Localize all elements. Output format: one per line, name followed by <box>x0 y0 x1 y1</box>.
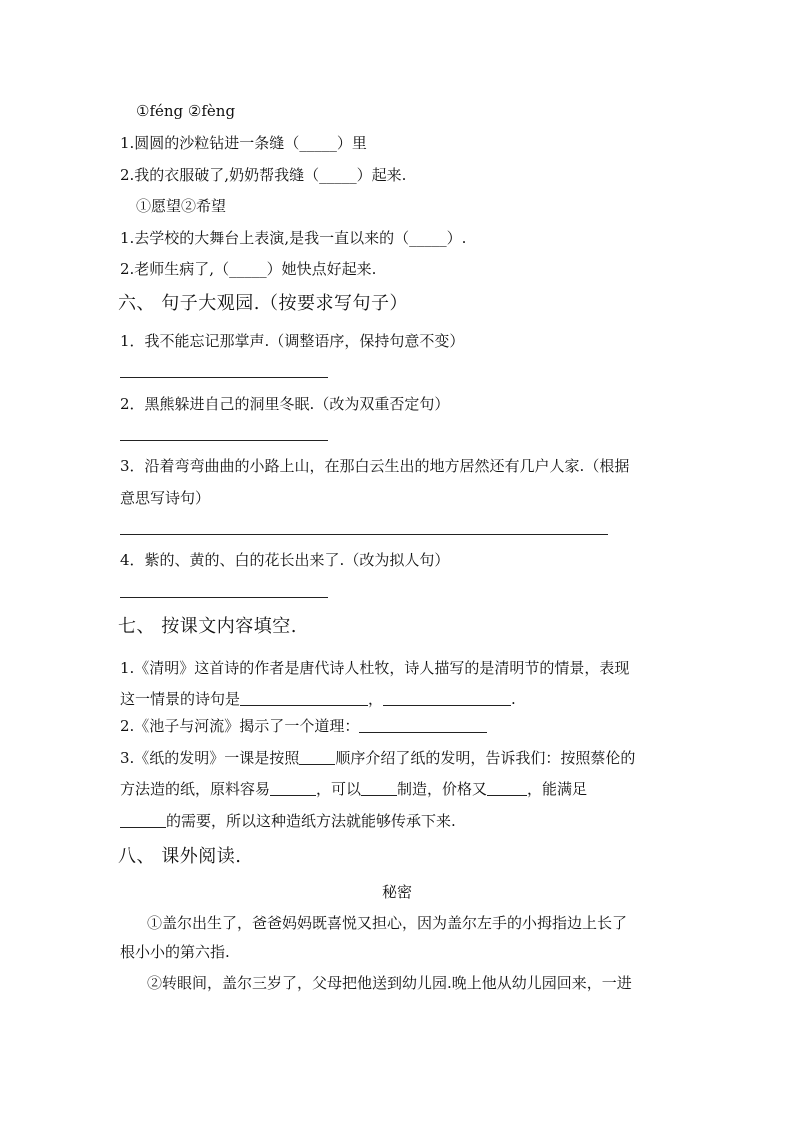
answer-blank[interactable] <box>361 781 397 796</box>
question-text: 3.《纸的发明》一课是按照 <box>120 749 300 767</box>
sentence-question-4: 4．紫的、黄的、白的花长出来了.（改为拟人句） <box>120 551 450 569</box>
question-text: 方法造的纸，原料容易 <box>120 780 271 798</box>
question-text: 1.去学校的大舞台上表演,是我一直以来的（ <box>120 229 410 247</box>
answer-blank[interactable]: _____ <box>299 134 337 152</box>
question-text: 制造，价格又 <box>397 780 488 798</box>
question-text: ）起来. <box>356 166 407 184</box>
question-feng-2 <box>120 165 406 185</box>
answer-blank[interactable] <box>240 691 368 706</box>
question-text: 这一情景的诗句是 <box>120 690 241 708</box>
answer-blank[interactable] <box>270 781 316 796</box>
question-text: 的需要，所以这种造纸方法就能够传承下来. <box>166 812 456 830</box>
passage-paragraph-1-line1: ①盖尔出生了，爸爸妈妈既喜悦又担心，因为盖尔左手的小拇指边上长了 <box>147 914 628 932</box>
answer-line-1[interactable] <box>120 377 328 378</box>
question-text: . <box>511 690 516 708</box>
answer-line-2[interactable] <box>120 440 328 441</box>
fill-question-3-line2 <box>120 779 587 799</box>
question-text: ）里 <box>336 134 367 152</box>
answer-blank[interactable] <box>299 750 335 765</box>
sentence-question-2: 2．黑熊躲进自己的洞里冬眠.（改为双重否定句） <box>120 395 450 413</box>
question-text: 2.《池子与河流》揭示了一个道理： <box>120 717 360 735</box>
question-text: 2.我的衣服破了,奶奶帮我缝（ <box>120 166 320 184</box>
pinyin-options: ①féng ②fèng <box>136 102 236 120</box>
passage-paragraph-1-line2: 根小小的第六指. <box>120 943 230 961</box>
question-text: ，可以 <box>316 780 362 798</box>
question-text: ， <box>368 690 384 708</box>
answer-blank[interactable]: _____ <box>319 166 357 184</box>
sentence-question-3-line2: 意思写诗句） <box>120 489 211 507</box>
fill-question-3-line3 <box>120 811 456 831</box>
question-text: 顺序介绍了纸的发明，告诉我们：按照蔡伦的 <box>335 749 636 767</box>
fill-question-2 <box>120 716 487 736</box>
section-heading-6: 六、 句子大观园.（按要求写句子） <box>118 293 408 314</box>
word-options: ①愿望②希望 <box>136 197 227 215</box>
answer-blank[interactable] <box>487 781 527 796</box>
section-heading-7: 七、 按课文内容填空. <box>118 616 297 637</box>
answer-blank[interactable] <box>383 691 511 706</box>
fill-question-1-line1: 1.《清明》这首诗的作者是唐代诗人杜牧，诗人描写的是清明节的情景，表现 <box>120 659 630 677</box>
sentence-question-1: 1．我不能忘记那掌声.（调整语序，保持句意不变） <box>120 332 465 350</box>
answer-blank[interactable]: _____ <box>409 229 447 247</box>
question-feng-1 <box>120 133 367 153</box>
sentence-question-3-line1: 3．沿着弯弯曲曲的小路上山，在那白云生出的地方居然还有几户人家.（根据 <box>120 457 630 475</box>
question-wish-2 <box>120 259 376 279</box>
question-text: ）她快点好起来. <box>266 260 377 278</box>
passage-paragraph-2-line1: ②转眼间，盖尔三岁了，父母把他送到幼儿园.晚上他从幼儿园回来，一进 <box>147 974 632 992</box>
answer-blank[interactable] <box>359 718 487 733</box>
question-text: ，能满足 <box>527 780 588 798</box>
question-wish-1 <box>120 228 466 248</box>
fill-question-3-line1 <box>120 748 635 768</box>
fill-question-1-line2 <box>120 689 516 709</box>
question-text: 1.圆圆的沙粒钻进一条缝（ <box>120 134 300 152</box>
passage-title: 秘密 <box>381 883 412 901</box>
question-text: 2.老师生病了,（ <box>120 260 230 278</box>
section-heading-8: 八、 课外阅读. <box>118 846 242 867</box>
question-text: ）. <box>446 229 467 247</box>
answer-blank[interactable]: _____ <box>229 260 267 278</box>
answer-blank[interactable] <box>120 813 166 828</box>
answer-line-3[interactable] <box>120 534 608 535</box>
answer-line-4[interactable] <box>120 597 328 598</box>
